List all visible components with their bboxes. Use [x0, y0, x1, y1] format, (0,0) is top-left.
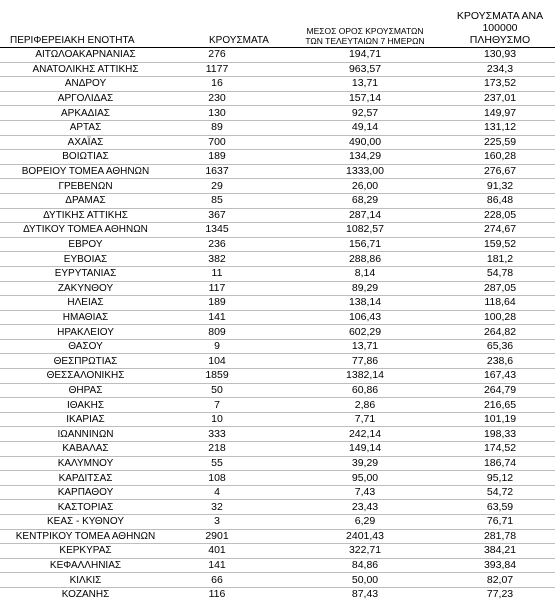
cell-cases-per-100000: 384,21 [445, 544, 555, 559]
table-row [0, 310, 555, 325]
cell-region: ΔΥΤΙΚΟΥ ΤΟΜΕΑ ΑΘΗΝΩΝ [0, 223, 193, 238]
cell-cases-per-100000: 393,84 [445, 558, 555, 573]
table-row [0, 558, 555, 573]
table-row [0, 266, 555, 281]
cell-region: ΚΑΒΑΛΑΣ [0, 442, 193, 457]
cell-seven-day-average: 89,29 [285, 281, 445, 296]
table-row [0, 281, 555, 296]
cell-seven-day-average: 106,43 [285, 310, 445, 325]
cell-region: ΗΛΕΙΑΣ [0, 296, 193, 311]
cell-region: ΙΘΑΚΗΣ [0, 398, 193, 413]
cell-cases: 236 [193, 237, 285, 252]
cell-cases-per-100000: 86,48 [445, 193, 555, 208]
cell-cases-per-100000: 130,93 [445, 48, 555, 63]
cell-region: ΑΙΤΩΛΟΑΚΑΡΝΑΝΙΑΣ [0, 48, 193, 63]
cell-region: ΚΕΦΑΛΛΗΝΙΑΣ [0, 558, 193, 573]
cell-cases-per-100000: 238,6 [445, 354, 555, 369]
cell-seven-day-average: 194,71 [285, 48, 445, 63]
table-row [0, 208, 555, 223]
cell-cases-per-100000: 63,59 [445, 500, 555, 515]
table-row [0, 427, 555, 442]
cell-region: ΗΜΑΘΙΑΣ [0, 310, 193, 325]
table-row [0, 106, 555, 121]
cell-region: ΑΡΚΑΔΙΑΣ [0, 106, 193, 121]
cell-cases: 130 [193, 106, 285, 121]
table-row [0, 587, 555, 601]
cell-cases-per-100000: 54,72 [445, 485, 555, 500]
table-row [0, 164, 555, 179]
cell-region: ΕΥΡΥΤΑΝΙΑΣ [0, 266, 193, 281]
table-row [0, 398, 555, 413]
cell-seven-day-average: 149,14 [285, 442, 445, 457]
cell-cases-per-100000: 198,33 [445, 427, 555, 442]
table-row [0, 48, 555, 63]
cell-cases-per-100000: 131,12 [445, 120, 555, 135]
cell-region: ΑΡΓΟΛΙΔΑΣ [0, 91, 193, 106]
cell-cases-per-100000: 65,36 [445, 339, 555, 354]
cell-seven-day-average: 92,57 [285, 106, 445, 121]
table-row [0, 485, 555, 500]
cell-cases: 4 [193, 485, 285, 500]
cases-table [0, 10, 555, 602]
cell-cases-per-100000: 54,78 [445, 266, 555, 281]
cell-region: ΑΡΤΑΣ [0, 120, 193, 135]
table-row [0, 120, 555, 135]
table-row [0, 339, 555, 354]
cell-region: ΚΕΝΤΡΙΚΟΥ ΤΟΜΕΑ ΑΘΗΝΩΝ [0, 529, 193, 544]
cell-seven-day-average: 8,14 [285, 266, 445, 281]
cell-region: ΑΝΔΡΟΥ [0, 77, 193, 92]
cell-seven-day-average: 23,43 [285, 500, 445, 515]
cell-region: ΚΑΣΤΟΡΙΑΣ [0, 500, 193, 515]
cell-seven-day-average: 77,86 [285, 354, 445, 369]
table-row [0, 150, 555, 165]
table-row [0, 500, 555, 515]
cell-region: ΒΟΡΕΙΟΥ ΤΟΜΕΑ ΑΘΗΝΩΝ [0, 164, 193, 179]
cell-cases-per-100000: 264,82 [445, 325, 555, 340]
cell-seven-day-average: 242,14 [285, 427, 445, 442]
table-row [0, 529, 555, 544]
header-seven-day-average [285, 10, 445, 48]
cell-region: ΕΒΡΟΥ [0, 237, 193, 252]
cell-cases: 104 [193, 354, 285, 369]
cell-cases-per-100000: 276,67 [445, 164, 555, 179]
cell-cases-per-100000: 287,05 [445, 281, 555, 296]
header-per-line-1: ΚΡΟΥΣΜΑΤΑ ΑΝΑ 100000 [456, 10, 544, 34]
cell-cases-per-100000: 228,05 [445, 208, 555, 223]
cell-region: ΚΙΛΚΙΣ [0, 573, 193, 588]
cell-seven-day-average: 68,29 [285, 193, 445, 208]
table-row [0, 62, 555, 77]
cell-seven-day-average: 26,00 [285, 179, 445, 194]
table-row [0, 223, 555, 238]
cell-cases: 230 [193, 91, 285, 106]
cell-cases-per-100000: 77,23 [486, 588, 514, 601]
cell-region: ΘΕΣΠΡΩΤΙΑΣ [0, 354, 193, 369]
cell-seven-day-average: 322,71 [285, 544, 445, 559]
header-row [0, 10, 555, 48]
cell-cases: 700 [193, 135, 285, 150]
cell-cases-per-100000: 216,65 [445, 398, 555, 413]
cell-seven-day-average: 50,00 [285, 573, 445, 588]
cell-seven-day-average: 87,43 [351, 588, 379, 601]
table-row [0, 383, 555, 398]
cell-cases-per-100000: 159,52 [445, 237, 555, 252]
cell-cases-per-100000: 174,52 [445, 442, 555, 457]
table-row [0, 179, 555, 194]
cell-cases-per-100000: 181,2 [445, 252, 555, 267]
cell-cases: 218 [193, 442, 285, 457]
cell-region: ΒΟΙΩΤΙΑΣ [0, 150, 193, 165]
cell-seven-day-average: 1082,57 [285, 223, 445, 238]
cell-cases-per-100000: 173,52 [445, 77, 555, 92]
cell-region: ΚΕΑΣ - ΚΥΘΝΟΥ [0, 515, 193, 530]
cell-cases: 141 [193, 310, 285, 325]
cell-cases: 108 [193, 471, 285, 486]
table-row [0, 412, 555, 427]
cell-cases: 1637 [193, 164, 285, 179]
cell-seven-day-average: 60,86 [285, 383, 445, 398]
cell-seven-day-average: 39,29 [285, 456, 445, 471]
cell-seven-day-average: 602,29 [285, 325, 445, 340]
table-row [0, 296, 555, 311]
cell-cases-per-100000: 76,71 [445, 515, 555, 530]
cell-seven-day-average: 1382,14 [285, 369, 445, 384]
cell-seven-day-average: 288,86 [285, 252, 445, 267]
cell-region: ΔΥΤΙΚΗΣ ΑΤΤΙΚΗΣ [0, 208, 193, 223]
cell-region: ΓΡΕΒΕΝΩΝ [0, 179, 193, 194]
cell-cases: 116 [208, 588, 226, 601]
cell-cases: 117 [193, 281, 285, 296]
cell-cases: 189 [193, 150, 285, 165]
cell-cases: 32 [193, 500, 285, 515]
table-row [0, 442, 555, 457]
table-header [0, 10, 555, 48]
cell-cases: 11 [193, 266, 285, 281]
cell-region: ΗΡΑΚΛΕΙΟΥ [0, 325, 193, 340]
cell-region: ΑΝΑΤΟΛΙΚΗΣ ΑΤΤΙΚΗΣ [0, 62, 193, 77]
cell-cases: 189 [193, 296, 285, 311]
table-row [0, 369, 555, 384]
cell-seven-day-average: 287,14 [285, 208, 445, 223]
cell-seven-day-average: 84,86 [285, 558, 445, 573]
cell-cases: 367 [193, 208, 285, 223]
cell-region: ΖΑΚΥΝΘΟΥ [0, 281, 193, 296]
cell-region: ΔΡΑΜΑΣ [0, 193, 193, 208]
cell-cases: 1345 [193, 223, 285, 238]
table-row [0, 325, 555, 340]
cell-cases-per-100000: 167,43 [445, 369, 555, 384]
cell-seven-day-average: 138,14 [285, 296, 445, 311]
cell-seven-day-average: 7,71 [285, 412, 445, 427]
table-row [0, 193, 555, 208]
cell-seven-day-average: 2401,43 [285, 529, 445, 544]
cell-cases-per-100000: 160,28 [445, 150, 555, 165]
cell-region: ΑΧΑΪΑΣ [0, 135, 193, 150]
cell-seven-day-average: 157,14 [285, 91, 445, 106]
cell-seven-day-average: 6,29 [285, 515, 445, 530]
cell-cases-per-100000: 186,74 [445, 456, 555, 471]
table-row [0, 515, 555, 530]
cell-cases: 7 [193, 398, 285, 413]
cell-cases-per-100000: 234,3 [445, 62, 555, 77]
cell-cases: 2901 [193, 529, 285, 544]
cell-seven-day-average: 2,86 [285, 398, 445, 413]
cell-cases-per-100000: 281,78 [445, 529, 555, 544]
cell-region: ΚΑΡΠΑΘΟΥ [0, 485, 193, 500]
cell-cases: 85 [193, 193, 285, 208]
cell-cases: 89 [193, 120, 285, 135]
table-row [0, 77, 555, 92]
cell-cases: 276 [193, 48, 285, 63]
cell-cases-per-100000: 82,07 [445, 573, 555, 588]
cell-region: ΘΕΣΣΑΛΟΝΙΚΗΣ [0, 369, 193, 384]
header-avg-line-2: ΤΩΝ ΤΕΛΕΥΤΑΙΩΝ 7 ΗΜΕΡΩΝ [305, 36, 425, 46]
cell-seven-day-average: 13,71 [285, 77, 445, 92]
cell-region: ΙΚΑΡΙΑΣ [0, 412, 193, 427]
cell-region: ΕΥΒΟΙΑΣ [0, 252, 193, 267]
cell-cases: 333 [193, 427, 285, 442]
cell-cases: 50 [193, 383, 285, 398]
cell-cases: 1859 [193, 369, 285, 384]
cell-cases: 66 [193, 573, 285, 588]
cell-region: ΙΩΑΝΝΙΝΩΝ [0, 427, 193, 442]
table-row [0, 456, 555, 471]
table-row [0, 573, 555, 588]
table-row [0, 237, 555, 252]
cell-seven-day-average: 134,29 [285, 150, 445, 165]
cell-cases: 1177 [193, 62, 285, 77]
table-row [0, 91, 555, 106]
header-avg-line-1: ΜΕΣΟΣ ΟΡΟΣ ΚΡΟΥΣΜΑΤΩΝ [306, 26, 424, 36]
cell-cases-per-100000: 100,28 [445, 310, 555, 325]
header-cases-per-100000 [445, 10, 555, 48]
cell-cases-per-100000: 118,64 [445, 296, 555, 311]
cell-cases-per-100000: 264,79 [445, 383, 555, 398]
table-row [0, 471, 555, 486]
cell-cases: 3 [193, 515, 285, 530]
cell-cases-per-100000: 237,01 [445, 91, 555, 106]
header-per-line-2: ΠΛΗΘΥΣΜΟ [469, 34, 531, 46]
cell-region: ΘΗΡΑΣ [0, 383, 193, 398]
cell-region: ΚΑΡΔΙΤΣΑΣ [0, 471, 193, 486]
cell-cases-per-100000: 225,59 [445, 135, 555, 150]
table-row [0, 252, 555, 267]
cell-cases: 10 [193, 412, 285, 427]
cell-cases: 141 [193, 558, 285, 573]
cell-seven-day-average: 7,43 [285, 485, 445, 500]
cell-seven-day-average: 490,00 [285, 135, 445, 150]
cell-cases: 29 [193, 179, 285, 194]
cell-cases: 55 [193, 456, 285, 471]
cell-cases-per-100000: 149,97 [445, 106, 555, 121]
cell-seven-day-average: 963,57 [285, 62, 445, 77]
cell-cases: 16 [193, 77, 285, 92]
cell-cases: 382 [193, 252, 285, 267]
cell-seven-day-average: 1333,00 [285, 164, 445, 179]
cell-region: ΘΑΣΟΥ [0, 339, 193, 354]
table-body [0, 48, 555, 602]
cell-region: ΚΟΖΑΝΗΣ [61, 589, 110, 601]
cell-cases-per-100000: 274,67 [445, 223, 555, 238]
cell-region: ΚΕΡΚΥΡΑΣ [0, 544, 193, 559]
cell-cases-per-100000: 91,32 [445, 179, 555, 194]
cell-seven-day-average: 95,00 [285, 471, 445, 486]
table-row [0, 544, 555, 559]
table-row [0, 135, 555, 150]
header-region: ΠΕΡΙΦΕΡΕΙΑΚΗ ΕΝΟΤΗΤΑ [0, 10, 193, 48]
cell-cases: 9 [193, 339, 285, 354]
cell-cases-per-100000: 101,19 [445, 412, 555, 427]
cell-seven-day-average: 156,71 [285, 237, 445, 252]
cell-cases: 401 [193, 544, 285, 559]
header-cases: ΚΡΟΥΣΜΑΤΑ [193, 10, 285, 48]
cell-region: ΚΑΛΥΜΝΟΥ [0, 456, 193, 471]
cell-seven-day-average: 49,14 [285, 120, 445, 135]
table-row [0, 354, 555, 369]
cell-cases: 809 [193, 325, 285, 340]
cell-cases-per-100000: 95,12 [445, 471, 555, 486]
cell-seven-day-average: 13,71 [285, 339, 445, 354]
